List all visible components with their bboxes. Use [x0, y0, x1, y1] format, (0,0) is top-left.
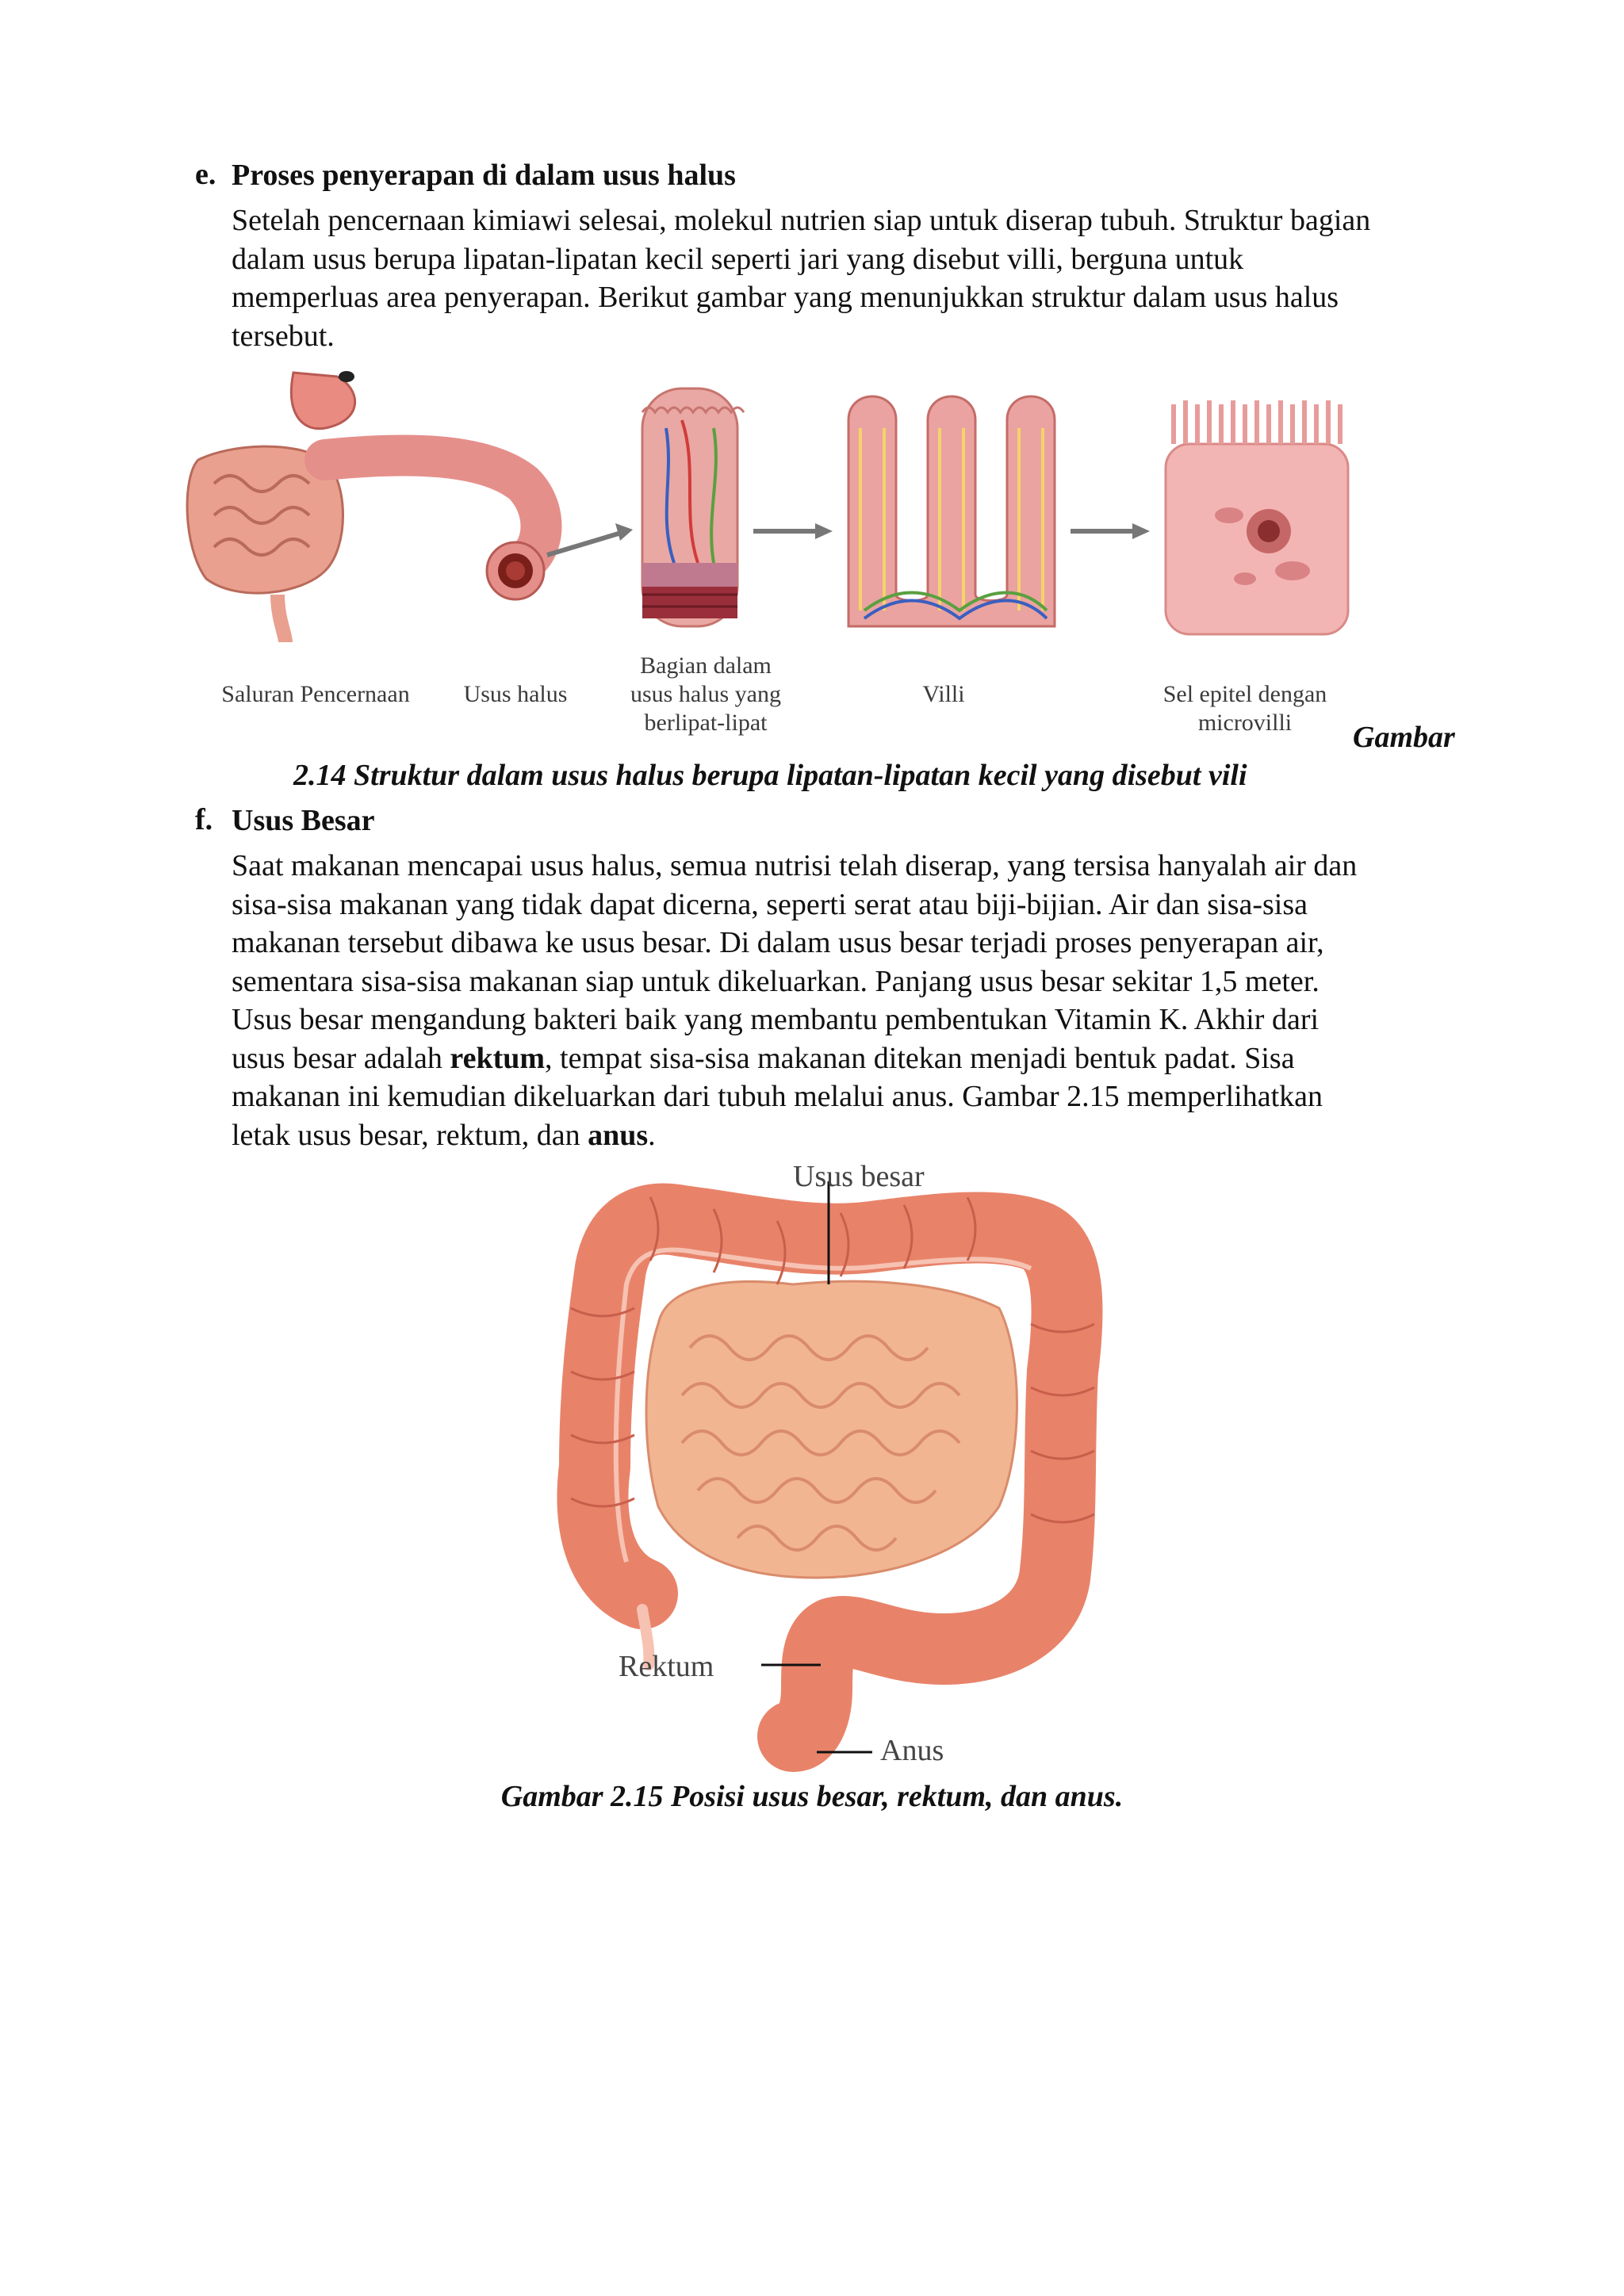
- epithelial-cell-illustration: [1166, 400, 1348, 634]
- label-line: Sel epitel dengan: [1162, 681, 1327, 707]
- paragraph-line: sisa-sisa makanan yang tidak dapat dicerna, seperti serat atau biji-bijian. Air dan sisa-sisa: [232, 887, 1308, 921]
- paragraph-line: makanan ini kemudian dikeluarkan dari tubuh melalui anus. Gambar 2.15 memperlihatkan: [232, 1080, 1323, 1113]
- figure-2-14-illustration: [167, 357, 1356, 658]
- caption-2-14-prefix: Gambar: [1353, 721, 1455, 754]
- section-heading-f: Usus Besar: [232, 804, 375, 837]
- paragraph-line: tersebut.: [232, 319, 335, 353]
- paragraph-line: Usus besar mengandung bakteri baik yang membantu pembentukan Vitamin K. Akhir dari: [232, 1003, 1320, 1036]
- paragraph-line: Setelah pencernaan kimiawi selesai, molekul nutrien siap untuk diserap tubuh. Struktur bagian: [232, 204, 1371, 237]
- arrow-icon: [1132, 523, 1150, 539]
- paragraph-line: Saat makanan mencapai usus halus, semua nutrisi telah diserap, yang tersisa hanyalah air dan: [232, 849, 1358, 882]
- paragraph-line: [232, 1116, 1500, 1155]
- text-run: usus besar adalah: [232, 1041, 450, 1075]
- label-line: berlipat-lipat: [644, 710, 768, 736]
- label-usus-besar: Usus besar: [793, 1160, 925, 1193]
- text-run: letak usus besar, rektum, dan: [232, 1118, 588, 1152]
- villi-illustration: [848, 396, 1055, 626]
- paragraph-line: [232, 1039, 1500, 1078]
- label-line: microvilli: [1197, 710, 1293, 736]
- arrow-icon: [615, 523, 633, 541]
- label-bagian-dalam: [603, 652, 809, 737]
- caption-2-14: 2.14 Struktur dalam usus halus berupa lipatan-lipatan kecil yang disebut vili: [293, 759, 1247, 792]
- label-usus-halus: Usus halus: [463, 681, 568, 707]
- label-anus: Anus: [880, 1734, 944, 1767]
- paragraph-line: memperluas area penyerapan. Berikut gambar yang menunjukkan struktur dalam usus halus: [232, 281, 1339, 314]
- text-run: .: [648, 1118, 656, 1152]
- label-sel-epitel: [1134, 680, 1356, 737]
- arrow-icon: [815, 523, 833, 539]
- text-run: , tempat sisa-sisa makanan ditekan menjadi bentuk padat. Sisa: [545, 1041, 1295, 1075]
- paragraph-line: sementara sisa-sisa makanan siap untuk dikeluarkan. Panjang usus besar sekitar 1,5 meter.: [232, 964, 1320, 998]
- list-marker-e: e.: [195, 158, 216, 191]
- caption-2-15: Gambar 2.15 Posisi usus besar, rektum, dan anus.: [500, 1780, 1124, 1813]
- label-line: usus halus yang: [630, 681, 781, 707]
- digestive-tract-illustration: [187, 371, 544, 642]
- label-villi: Villi: [922, 681, 965, 707]
- paragraph-line: dalam usus berupa lipatan-lipatan kecil seperti jari yang disebut villi, berguna untuk: [232, 242, 1244, 276]
- paragraph-line: makanan tersebut dibawa ke usus besar. Di dalam usus besar terjadi proses penyerapan air,: [232, 926, 1324, 959]
- label-saluran-pencernaan: Saluran Pencernaan: [221, 681, 410, 707]
- bold-term-rektum: rektum: [450, 1041, 546, 1075]
- bold-term-anus: anus: [588, 1118, 649, 1152]
- intestinal-fold-illustration: [642, 388, 744, 626]
- label-rektum: Rektum: [619, 1650, 714, 1683]
- label-line: Bagian dalam: [640, 652, 772, 679]
- section-heading-e: Proses penyerapan di dalam usus halus: [232, 159, 736, 192]
- list-marker-f: f.: [195, 803, 213, 836]
- paragraph-f: [232, 847, 1500, 1154]
- paragraph-e: [232, 201, 1500, 355]
- figure-2-15-illustration: [555, 1150, 1110, 1784]
